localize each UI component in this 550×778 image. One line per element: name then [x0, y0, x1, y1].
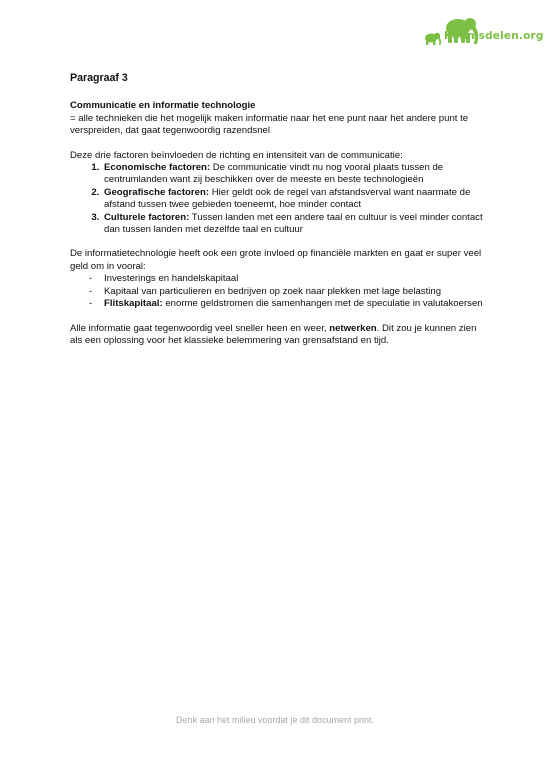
factor-term: Geografische factoren:: [104, 186, 210, 198]
finance-text: Kapitaal van particulieren en bedrijven op zoek naar plekken met lage belasting: [104, 285, 442, 297]
factor-term: Economische factoren:: [104, 162, 211, 174]
factors-intro: Deze drie factoren beïnvloeden de richting en intensiteit van de communicatie:: [70, 149, 403, 161]
factor-term: Culturele factoren:: [104, 211, 190, 223]
factors-list: [70, 162, 490, 236]
conclusion-part: . Dit zou je kunnen zien als een oplossing voor het klassieke belemmering van grensafstand en tijd.: [70, 322, 477, 346]
finance-intro: De informatietechnologie heeft ook een grote invloed op financiële markten en gaat er super veel geld om in vooral:: [70, 248, 482, 272]
document-body: [70, 72, 490, 347]
definition-text: = alle technieken die het mogelijk maken informatie naar het ene punt naar het andere punt te verspreiden, dat gaat tegenwoordig razendsnel: [70, 112, 469, 137]
list-item: [102, 187, 490, 212]
logo-text: Kennisdelen.org: [444, 30, 544, 42]
conclusion-keyword: netwerken: [329, 322, 377, 334]
list-item: [102, 162, 490, 187]
list-item: - Flitskapitaal: enorme geldstromen die samenhangen met de speculatie in valutakoersen: [89, 298, 483, 310]
factor-text: Tussen landen met een andere taal en cultuur is veel minder contact dan tussen landen met dezelfde taal en cultuur: [104, 211, 483, 236]
section-subheading: Communicatie en informatie technologie: [70, 100, 256, 112]
finance-list: [70, 273, 490, 310]
page-footer: Denk aan het milieu voordat je dit document print.: [175, 715, 375, 725]
factor-text: De communicatie vindt nu nog vooral plaats tussen de centrumlanden want zij beschikken over de meeste en beste technologieën: [104, 162, 444, 186]
list-item: - Kapitaal van particulieren en bedrijven op zoek naar plekken met lage belasting: [89, 285, 442, 297]
list-item: [102, 212, 490, 237]
factor-text: Hier geldt ook de regel van afstandsverval want naarmate de afstand tussen twee gebieden toeneemt, hoe minder contact: [104, 186, 471, 211]
conclusion-part: Alle informatie gaat tegenwoordig veel sneller heen en weer,: [70, 322, 330, 334]
finance-term: Flitskapitaal:: [104, 298, 163, 310]
conclusion-text: [70, 323, 490, 348]
finance-text: Investerings en handelskapitaal: [104, 273, 239, 285]
finance-text: enorme geldstromen die samenhangen met de speculatie in valutakoersen: [162, 298, 483, 310]
page-heading: Paragraaf 3: [70, 72, 128, 84]
list-item: - Investerings en handelskapitaal: [89, 273, 239, 285]
site-logo[interactable]: [420, 14, 544, 54]
